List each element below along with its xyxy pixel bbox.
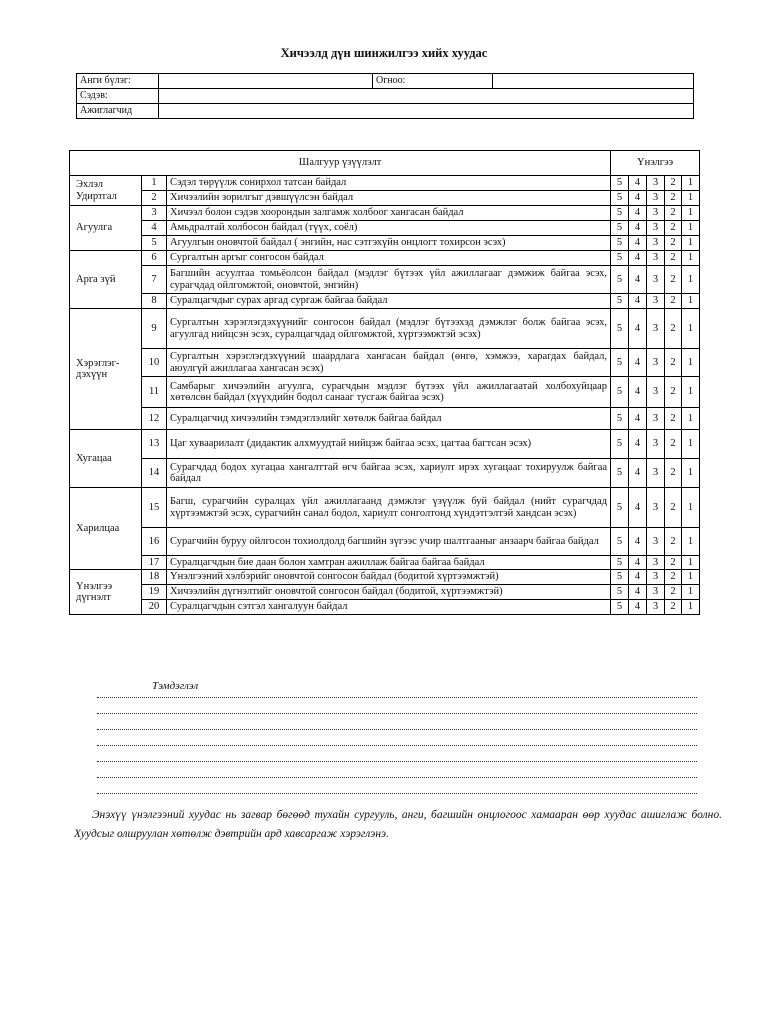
score-option[interactable]: 4 [629,430,647,459]
score-option[interactable]: 1 [682,377,700,408]
score-option[interactable]: 2 [665,294,682,309]
score-option[interactable]: 4 [629,556,647,570]
score-option[interactable]: 5 [611,528,629,556]
criterion-number: 5 [142,236,167,251]
table-row [70,488,700,528]
notes-line[interactable] [97,761,697,762]
score-option[interactable]: 4 [629,294,647,309]
table-row [70,191,700,206]
table-row [70,309,700,349]
table-row [70,459,700,488]
criterion-number: 17 [142,556,167,570]
score-option[interactable]: 3 [647,430,665,459]
criterion-text: Сурагчдад бодох хугацаа хангалттай өгч байгаа эсэх, хариулт ирэх хугацааг тохируулж байгаа байдал [167,459,611,488]
score-option[interactable]: 1 [682,488,700,528]
rating-header: Үнэлгээ [611,151,700,176]
criterion-text: Үнэлгээний хэлбэрийг оновчтой сонгосон байдал (бодитой хүртээмжтэй) [167,570,611,585]
criterion-text: Хичээлийн дүгнэлтийг оновчтой сонгосон байдал (бодитой, хүртээмжтэй) [167,585,611,600]
score-option[interactable]: 4 [629,176,647,191]
score-option[interactable]: 2 [665,221,682,236]
score-option[interactable]: 1 [682,251,700,266]
score-option[interactable]: 2 [665,408,682,430]
score-option[interactable]: 4 [629,206,647,221]
notes-line[interactable] [97,713,697,714]
score-option[interactable]: 4 [629,408,647,430]
observer-field[interactable] [159,104,694,119]
notes-line[interactable] [97,777,697,778]
score-option[interactable]: 1 [682,600,700,615]
class-field[interactable] [159,74,373,89]
criterion-text: Амьдралтай холбосон байдал (түүх, соёл) [167,221,611,236]
score-option[interactable]: 5 [611,221,629,236]
score-option[interactable]: 2 [665,191,682,206]
score-option[interactable]: 4 [629,221,647,236]
score-option[interactable]: 4 [629,570,647,585]
criterion-text: Агуулгын оновчтой байдал ( энгийн, нас сэтгэхүйн онцлогт тохирсон эсэх) [167,236,611,251]
class-label: Анги бүлэг: [77,74,159,89]
criterion-text: Багш, сурагчийн суралцах үйл ажиллагаанд дэмжлэг үзүүлж буй байдал (нийт сурагчдад хүртээмжтэй эсэх, сурагчийн санал бодол, хариулт сонголтонд хүндэтгэлтэй хандсан эсэх) [167,488,611,528]
score-option[interactable]: 3 [647,600,665,615]
score-option[interactable]: 2 [665,236,682,251]
score-option[interactable]: 2 [665,556,682,570]
criterion-number: 9 [142,309,167,349]
score-option[interactable]: 2 [665,488,682,528]
score-option[interactable]: 2 [665,377,682,408]
page-title: Хичээлд дүн шинжилгээ хийх хуудас [280,46,488,60]
criterion-number: 16 [142,528,167,556]
criterion-number: 10 [142,349,167,377]
table-row [70,585,700,600]
score-option[interactable]: 3 [647,176,665,191]
criterion-text: Сургалтын хэрэглэгдэхүүнийг сонгосон байдал (мэдлэг бүтээхэд дэмжлэг болж байгаа эсэх, агуулгад нийцсэн эсэх, суралцагчдад ойлгомжтой, хүртээмжтэй эсэх) [167,309,611,349]
score-option[interactable]: 4 [629,459,647,488]
footer-note: Энэхүү үнэлгээний хуудас нь загвар бөгөөд тухайн сургууль, анги, багшийн онцлогоос хамааран өөр хуудас ашиглаж болно. Хуудсыг олшруулан хөтөлж дэвтрийн ард хавсаргаж хэрэглэнэ. [74,809,722,840]
score-option[interactable]: 5 [611,585,629,600]
score-option[interactable]: 1 [682,206,700,221]
score-option[interactable]: 3 [647,585,665,600]
score-option[interactable]: 1 [682,408,700,430]
score-option[interactable]: 4 [629,377,647,408]
score-option[interactable]: 2 [665,430,682,459]
score-option[interactable]: 5 [611,349,629,377]
observer-label: Ажиглагчид [77,104,159,119]
score-option[interactable]: 5 [611,309,629,349]
score-option[interactable]: 5 [611,294,629,309]
criterion-number: 19 [142,585,167,600]
score-option[interactable]: 5 [611,570,629,585]
score-option[interactable]: 3 [647,528,665,556]
score-option[interactable]: 4 [629,585,647,600]
table-row [70,570,700,585]
score-option[interactable]: 2 [665,459,682,488]
table-row [70,430,700,459]
score-option[interactable]: 1 [682,294,700,309]
table-row [70,236,700,251]
score-option[interactable]: 2 [665,600,682,615]
notes-line[interactable] [97,729,697,730]
criterion-text: Хичээлийн зорилгыг дэвшүүлсэн байдал [167,191,611,206]
score-option[interactable]: 4 [629,600,647,615]
criterion-text: Сургалтын хэрэглэгдэхүүний шаардлага хангасан байдал (өнгө, хэмжээ, харагдах байдал, аюулгүй ажиллагаа хангасан эсэх) [167,349,611,377]
criterion-number: 11 [142,377,167,408]
table-row [70,556,700,570]
criterion-text: Сургалтын аргыг сонгосон байдал [167,251,611,266]
table-row [70,408,700,430]
score-option[interactable]: 4 [629,349,647,377]
score-option[interactable]: 3 [647,459,665,488]
criterion-number: 12 [142,408,167,430]
criterion-number: 13 [142,430,167,459]
score-option[interactable]: 4 [629,309,647,349]
score-option[interactable]: 4 [629,488,647,528]
criterion-number: 7 [142,266,167,294]
score-option[interactable]: 5 [611,266,629,294]
criterion-text: Самбарыг хичээлийн агуулга, сурагчдын мэдлэг бүтээх үйл ажиллагаатай холбохуйцаар хөтөлсөн байдал (хүүхдийн бодол санааг тусгаж байгаа эсэх) [167,377,611,408]
score-option[interactable]: 5 [611,236,629,251]
score-option[interactable]: 5 [611,206,629,221]
notes-line[interactable] [97,745,697,746]
score-option[interactable]: 2 [665,206,682,221]
score-option[interactable]: 2 [665,570,682,585]
score-option[interactable]: 4 [629,528,647,556]
score-option[interactable]: 1 [682,570,700,585]
topic-label: Сэдэв: [77,89,159,104]
category-cell: Агуулга [70,206,142,251]
score-option[interactable]: 3 [647,266,665,294]
score-option[interactable]: 5 [611,191,629,206]
criterion-text: Багшийн асуултаа томьёолсон байдал (мэдлэг бүтээх үйл ажиллагааг дэмжиж байгаа эсэх, сурагчдад ойлгомжтой, оновчтой, энгийн) [167,266,611,294]
score-option[interactable]: 5 [611,488,629,528]
score-option[interactable]: 3 [647,191,665,206]
category-cell: Арга зүй [70,251,142,309]
criterion-number: 4 [142,221,167,236]
criterion-text: Сурагчийн буруу ойлгосон тохиолдолд багшийн зүгээс учир шалтгааныг анзаарч байгаа байдал [167,528,611,556]
score-option[interactable]: 3 [647,221,665,236]
score-option[interactable]: 1 [682,349,700,377]
score-option[interactable]: 5 [611,176,629,191]
score-option[interactable]: 5 [611,459,629,488]
score-option[interactable]: 4 [629,266,647,294]
criteria-header: Шалгуур үзүүлэлт [70,151,611,176]
category-cell: Харилцаа [70,488,142,570]
criterion-number: 14 [142,459,167,488]
score-option[interactable]: 3 [647,377,665,408]
criterion-number: 18 [142,570,167,585]
date-label: Огноо: [373,74,493,89]
score-option[interactable]: 1 [682,221,700,236]
criterion-text: Цаг хуваарилалт (дидактик алхмуудтай нийцэж байгаа эсэх, цагтаа багтсан эсэх) [167,430,611,459]
score-option[interactable]: 5 [611,251,629,266]
score-option[interactable]: 2 [665,528,682,556]
score-option[interactable]: 2 [665,266,682,294]
table-row [70,349,700,377]
criterion-number: 6 [142,251,167,266]
notes-line[interactable] [97,793,697,794]
score-option[interactable]: 1 [682,459,700,488]
criterion-number: 8 [142,294,167,309]
table-row [70,221,700,236]
score-option[interactable]: 3 [647,236,665,251]
score-option[interactable]: 1 [682,266,700,294]
criterion-number: 2 [142,191,167,206]
score-option[interactable]: 3 [647,408,665,430]
score-option[interactable]: 3 [647,251,665,266]
criterion-text: Суралцагчид хичээлийн тэмдэглэлийг хөтөлж байгаа байдал [167,408,611,430]
criterion-text: Суралцагчдыг сурах аргад сургаж байгаа байдал [167,294,611,309]
criterion-number: 15 [142,488,167,528]
score-option[interactable]: 2 [665,176,682,191]
score-option[interactable]: 4 [629,236,647,251]
criterion-text: Хичээл болон сэдэв хоорондын залгамж холбоог хангасан байдал [167,206,611,221]
score-option[interactable]: 1 [682,528,700,556]
score-option[interactable]: 5 [611,377,629,408]
score-option[interactable]: 2 [665,349,682,377]
score-option[interactable]: 1 [682,191,700,206]
table-row [70,206,700,221]
criterion-number: 3 [142,206,167,221]
score-option[interactable]: 3 [647,570,665,585]
score-option[interactable]: 1 [682,309,700,349]
table-row [70,528,700,556]
criterion-number: 1 [142,176,167,191]
notes-label: Тэмдэглэл [152,680,199,692]
score-option[interactable]: 5 [611,430,629,459]
score-option[interactable]: 5 [611,408,629,430]
category-cell: Эхлэл Удиртгал [70,176,142,206]
score-option[interactable]: 1 [682,430,700,459]
category-cell: Үнэлгээ дүгнэлт [70,570,142,615]
score-option[interactable]: 1 [682,585,700,600]
criterion-text: Суралцагчдын сэтгэл хангалуун байдал [167,600,611,615]
criterion-number: 20 [142,600,167,615]
score-option[interactable]: 3 [647,349,665,377]
table-row [70,377,700,408]
score-option[interactable]: 3 [647,206,665,221]
table-row [70,294,700,309]
table-row [70,600,700,615]
score-option[interactable]: 1 [682,236,700,251]
score-option[interactable]: 2 [665,309,682,349]
criterion-text: Сэдэл төрүүлж сонирхол татсан байдал [167,176,611,191]
topic-field[interactable] [159,89,694,104]
category-cell: Хугацаа [70,430,142,488]
table-row [70,251,700,266]
notes-line[interactable] [97,697,697,698]
criterion-text: Суралцагчдын бие даан болон хамтран ажиллаж байгаа байгаа байдал [167,556,611,570]
table-header-row [70,151,700,176]
score-option[interactable]: 5 [611,600,629,615]
score-option[interactable]: 1 [682,176,700,191]
category-cell: Хэрэглэг-дэхүүн [70,309,142,430]
score-option[interactable]: 5 [611,556,629,570]
score-option[interactable]: 3 [647,309,665,349]
criteria-table [69,150,700,615]
score-option[interactable]: 4 [629,191,647,206]
score-option[interactable]: 3 [647,488,665,528]
score-option[interactable]: 3 [647,294,665,309]
date-field[interactable] [493,74,694,89]
table-row [70,266,700,294]
table-row [70,176,700,191]
score-option[interactable]: 1 [682,556,700,570]
score-option[interactable]: 4 [629,251,647,266]
info-table [76,73,694,119]
score-option[interactable]: 2 [665,585,682,600]
score-option[interactable]: 3 [647,556,665,570]
score-option[interactable]: 2 [665,251,682,266]
